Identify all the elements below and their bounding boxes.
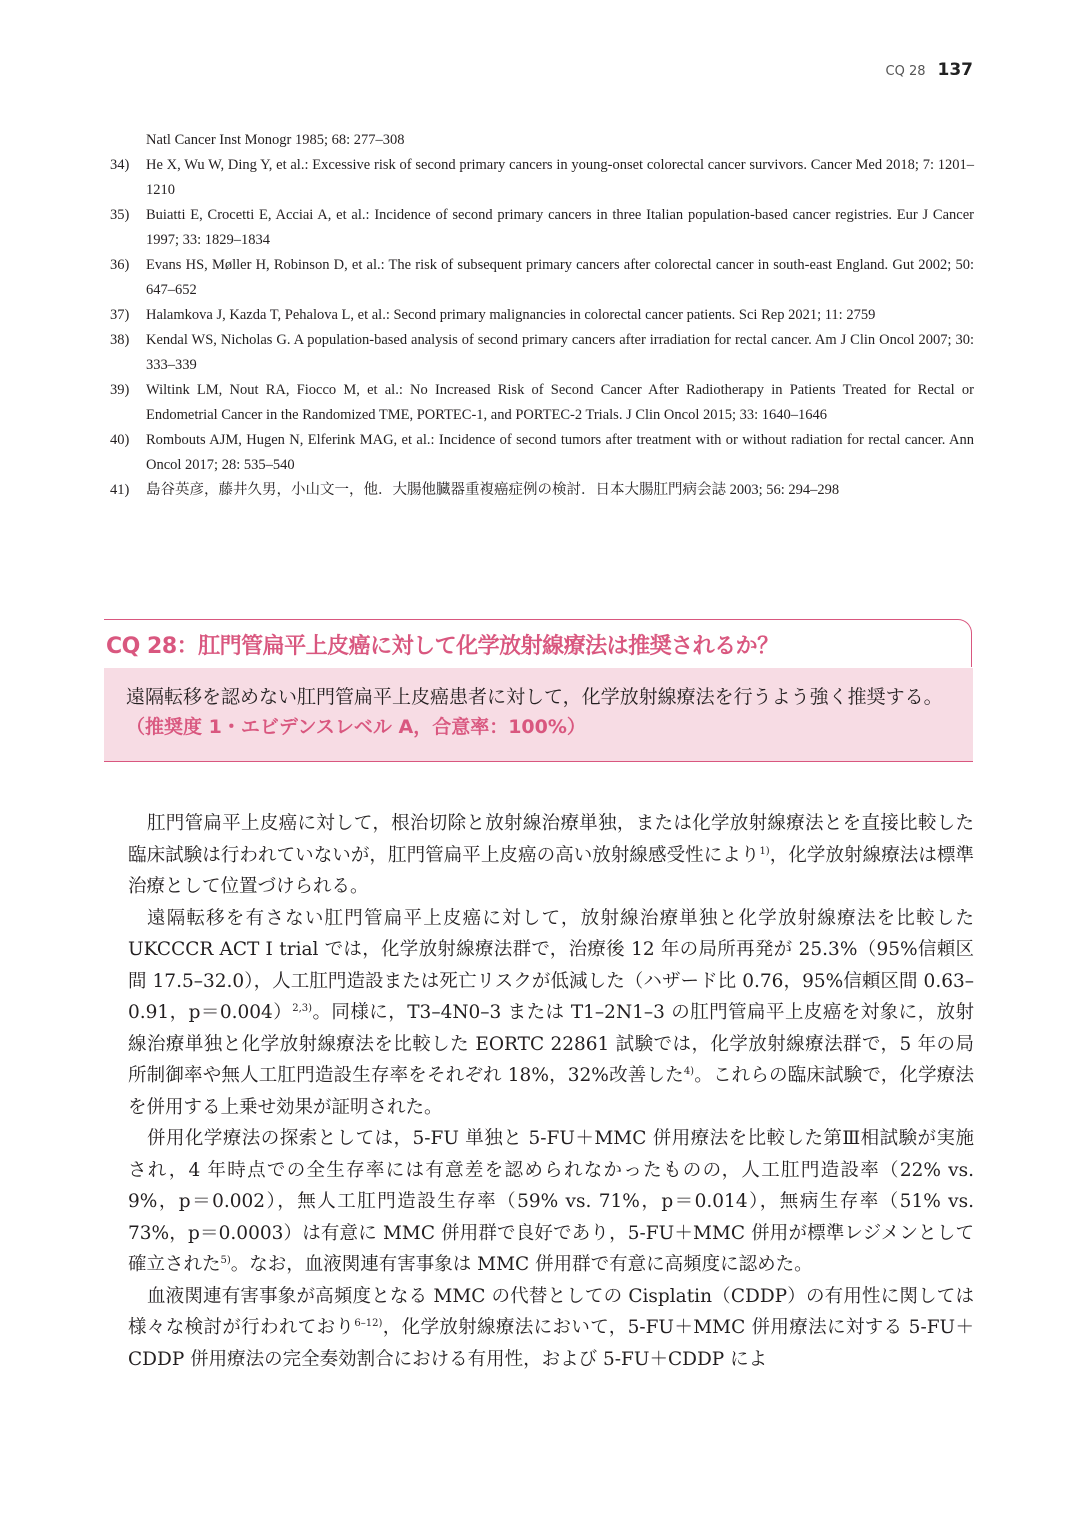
citation: 1)	[759, 845, 770, 857]
reference-number: 37)	[110, 307, 130, 323]
reference-item: 40) Rombouts AJM, Hugen N, Elferink MAG, et al.: Incidence of second tumors after treatment with or without radiation for rectal cancer. Ann Oncol 2017; 28: 535–540	[110, 428, 974, 478]
recommendation-text: 遠隔転移を認めない肛門管扁平上皮癌患者に対して，化学放射線療法を行うよう強く推奨する。	[126, 686, 943, 708]
recommendation-box	[104, 668, 973, 762]
reference-item: 34) He X, Wu W, Ding Y, et al.: Excessive risk of second primary cancers in young-onset colorectal cancer survivors. Cancer Med 2018; 7: 1201–1210	[110, 153, 974, 203]
reference-item: 36) Evans HS, Møller H, Robinson D, et al.: The risk of subsequent primary cancers after colorectal cancer in south-east England. Gut 2002; 50: 647–652	[110, 253, 974, 303]
cq-heading-frame	[104, 619, 972, 667]
paragraph: 血液関連有害事象が高頻度となる MMC の代替としての Cisplatin（CDDP）の有用性に関しては様々な検討が行われており$^{6-12)}$，化学放射線療法において，5-FU＋MMC 併用療法に対する 5-FU＋CDDP 併用療法の完全奏効割合における有用性，および 5-FU＋CDDP によ	[128, 1285, 974, 1370]
cq-title: CQ 28：肛門管扁平上皮癌に対して化学放射線療法は推奨されるか？	[106, 634, 779, 659]
reference-number: 40)	[110, 432, 130, 448]
reference-number: 39)	[110, 382, 130, 398]
reference-number: 38)	[110, 332, 130, 348]
citation: 6–12)	[354, 1317, 383, 1329]
reference-item: 41) 島谷英彦，藤井久男，小山文一，他．大腸他臓器重複癌症例の検討．日本大腸肛門病会誌 2003; 56: 294–298	[110, 478, 974, 503]
reference-item: 37) Halamkova J, Kazda T, Pehalova L, et al.: Second primary malignancies in colorectal cancer patients. Sci Rep 2021; 11: 2759	[110, 303, 974, 328]
reference-number: 34)	[110, 157, 130, 173]
reference-item: 35) Buiatti E, Crocetti E, Acciai A, et al.: Incidence of second primary cancers in three Italian population-based cancer registries. Eur J Cancer 1997; 33: 1829–1834	[110, 203, 974, 253]
body-text	[128, 808, 974, 1375]
citation: 4)	[683, 1065, 695, 1077]
reference-item: Natl Cancer Inst Monogr 1985; 68: 277–308	[146, 132, 405, 148]
paragraph: 併用化学療法の探索としては，5-FU 単独と 5-FU＋MMC 併用療法を比較した第Ⅲ相試験が実施され，4 年時点での全生存率には有意差を認められなかったものの，人工肛門造設率（22% vs. 9%，p＝0.002），無人工肛門造設生存率（59% vs. 71%，p＝0.014），無病生存率（51% vs. 73%，p＝0.0003）は有意に MMC 併用群で良好であり，5-FU＋MMC 併用が標準レジメンとして確立された$^{5)}$。なお，血液関連有害事象は MMC 併用群で有意に高頻度に認めた。	[128, 1128, 974, 1275]
citation: 5)	[220, 1254, 231, 1266]
reference-item: 38) Kendal WS, Nicholas G. A population-based analysis of second primary cancers after irradiation for rectal cancer. Am J Clin Oncol 2007; 30: 333–339	[110, 328, 974, 378]
paragraph: 遠隔転移を有さない肛門管扁平上皮癌に対して，放射線治療単独と化学放射線療法を比較した UKCCCR ACT Ⅰ trial では，化学放射線療法群で，治療後 12 年の局所再発が 25.3%（95%信頼区間 17.5–32.0），人工肛門造設または死亡リスクが低減した（ハザード比 0.76，95%信頼区間 0.63–0.91，p＝0.004）$^{2,3)}$。同様に，T3–4N0–3 または T1–2N1–3 の肛門管扁平上皮癌を対象に，放射線治療単独と化学放射線療法を比較した EORTC 22861 試験では，化学放射線療法群で，5 年の局所制御率や無人工肛門造設生存率をそれぞれ 18%，32%改善した$^{4)}$。これらの臨床試験で，化学療法を併用する上乗せ効果が証明された。	[128, 907, 974, 1118]
reference-item: 39) Wiltink LM, Nout RA, Fiocco M, et al.: No Increased Risk of Second Cancer After Radiotherapy in Patients Treated for Rectal or Endometrial Cancer in the Randomized TME, PORTEC-1, and PORTEC-2 Trials. J Clin Oncol 2015; 33: 1640–1646	[110, 378, 974, 428]
reference-list	[110, 128, 974, 503]
reference-number: 35)	[110, 207, 130, 223]
recommendation-grade: （推奨度 1・エビデンスレベル A，合意率：100%）	[126, 716, 586, 738]
page-number: 137	[937, 60, 973, 80]
reference-number: 41)	[110, 482, 130, 498]
paragraph: 肛門管扁平上皮癌に対して，根治切除と放射線治療単独，または化学放射線療法とを直接比較した臨床試験は行われていないが，肛門管扁平上皮癌の高い放射線感受性により$^{1)}$，化学放射線療法は標準治療として位置づけられる。	[128, 813, 974, 897]
citation: 2,3)	[292, 1002, 313, 1014]
reference-number: 36)	[110, 257, 130, 273]
page-header	[886, 60, 973, 80]
running-head-section: CQ 28	[885, 64, 926, 79]
